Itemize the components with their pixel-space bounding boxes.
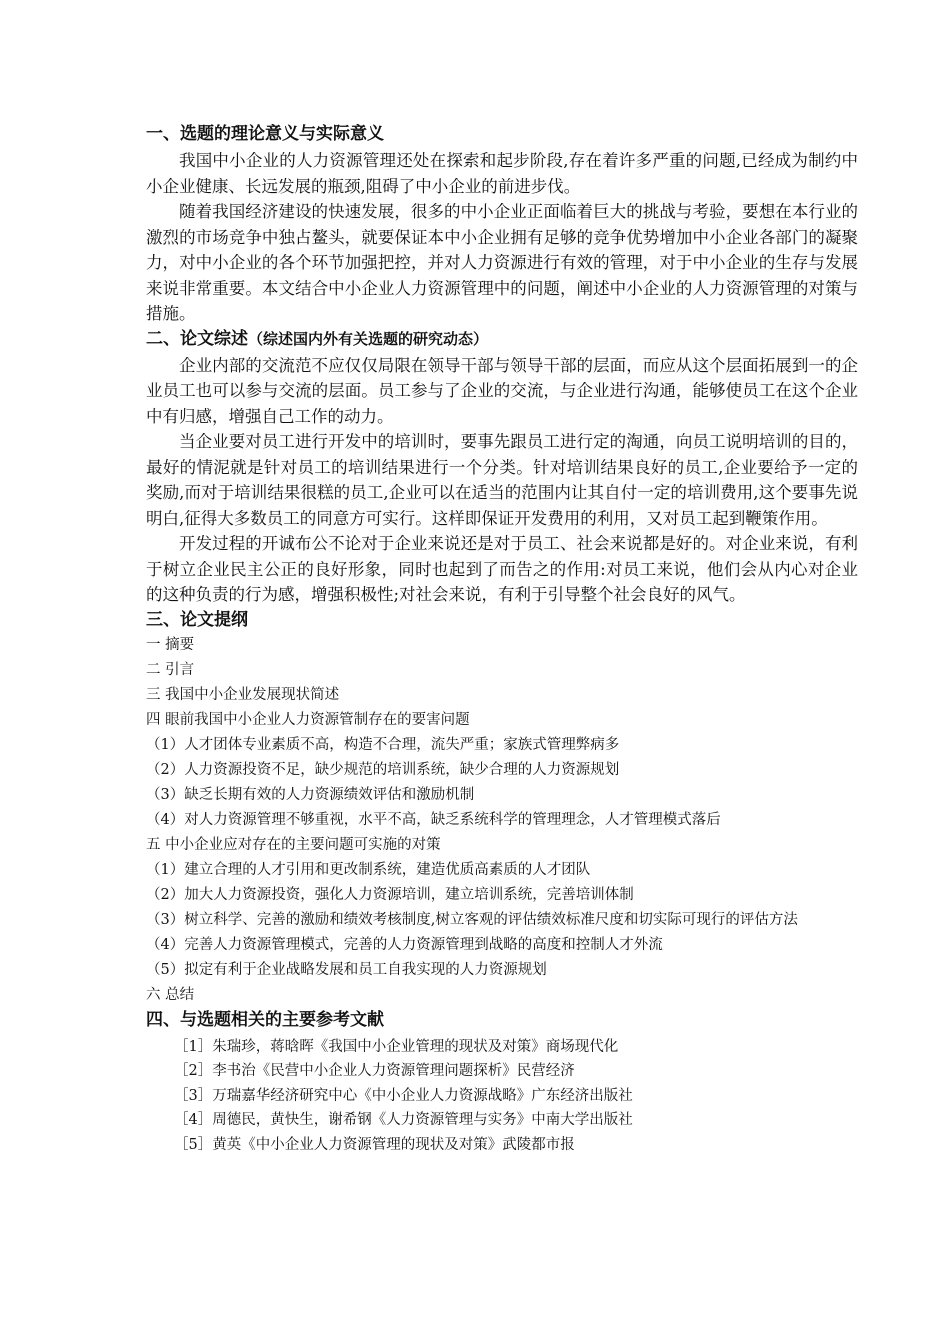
section-1-paragraph: 我国中小企业的人力资源管理还处在探索和起步阶段,存在着许多严重的问题,已经成为制约中小企业健康、长远发展的瓶颈,阻碍了中小企业的前进步伐。 — [146, 151, 858, 196]
section-4-heading: 四、与选题相关的主要参考文献 — [146, 1009, 384, 1030]
reference-item: ［3］万瑞嘉华经济研究中心《中小企业人力资源战略》广东经济出版社 — [174, 1087, 633, 1104]
document-page — [146, 122, 858, 1157]
section-2-heading-main: 二、论文综述 — [146, 328, 248, 349]
reference-list — [146, 1035, 858, 1158]
outline-line: 四 眼前我国中小企业人力资源管制存在的要害问题 — [146, 711, 470, 728]
section-1-paragraph: 随着我国经济建设的快速发展，很多的中小企业正面临着巨大的挑战与考验，要想在本行业的激烈的市场竞争中独占鳌头，就要保证本中小企业拥有足够的竞争优势增加中小企业各部门的凝聚力，对中小企业的各个环节加强把控，并对人力资源进行有效的管理，对于中小企业的生存与发展来说非常重要。本文结合中小企业人力资源管理中的问题，阐述中小企业的人力资源管理的对策与措施。 — [146, 202, 858, 323]
section-3-heading: 三、论文提纲 — [146, 609, 248, 630]
section-2-paragraph: 企业内部的交流范不应仅仅局限在领导干部与领导干部的层面，而应从这个层面拓展到一的企业员工也可以参与交流的层面。员工参与了企业的交流，与企业进行沟通，能够使员工在这个企业中有归感，增强自己工作的动力。 — [146, 355, 858, 426]
outline-line: （5）拟定有利于企业战略发展和员工自我实现的人力资源规划 — [146, 961, 547, 978]
section-2-heading — [146, 327, 858, 352]
outline-line: 二 引言 — [146, 661, 195, 678]
reference-item: ［4］周德民，黄快生，谢希钢《人力资源管理与实务》中南大学出版社 — [174, 1112, 633, 1128]
outline-line: 一 摘要 — [146, 636, 195, 653]
reference-item: ［2］李书治《民营中小企业人力资源管理问题探析》民营经济 — [174, 1063, 575, 1079]
outline-line: （1）建立合理的人才引用和更改制系统，建造优质高素质的人才团队 — [146, 861, 591, 878]
outline-line: （4）完善人力资源管理模式，完善的人力资源管理到战略的高度和控制人才外流 — [146, 936, 663, 953]
outline-line: 三 我国中小企业发展现状简述 — [146, 686, 340, 703]
section-2-paragraph: 当企业要对员工进行开发中的培训时，要事先跟员工进行定的淘通，向员工说明培训的目的，最好的情泥就是针对员工的培训结果进行一个分类。针对培训结果良好的员工,企业要给予一定的奖励,而对于培训结果很糕的员工,企业可以在适当的范围内让其自付一定的培训费用,这个要事先说明白,征得大多数员工的同意方可实行。这样即保证开发费用的利用，又对员工起到鞭策作用。 — [146, 432, 858, 528]
outline-line: 六 总结 — [146, 986, 195, 1003]
outline-line: （2）加大人力资源投资，强化人力资源培训，建立培训系统，完善培训体制 — [146, 886, 634, 903]
outline-line: （2）人力资源投资不足，缺少规范的培训系统，缺少合理的人力资源规划 — [146, 761, 620, 778]
section-2-paragraph: 开发过程的开诚布公不论对于企业来说还是对于员工、社会来说都是好的。对企业来说，有利于树立企业民主公正的良好形象，同时也起到了而告之的作用:对员工来说，他们会从内心对企业的这种负责的行为感，增强积极性;对社会来说，有利于引导整个社会良好的风气。 — [146, 534, 858, 604]
outline-line: 五 中小企业应对存在的主要问题可实施的对策 — [146, 836, 441, 853]
reference-item: ［1］朱瑞珍，蒋晗晖《我国中小企业管理的现状及对策》商场现代化 — [174, 1038, 619, 1055]
section-1-heading: 一、选题的理论意义与实际意义 — [146, 124, 384, 144]
reference-item: ［5］黄英《中小企业人力资源管理的现状及对策》武陵都市报 — [174, 1136, 575, 1153]
outline-line: （1）人才团体专业素质不高，构造不合理，流失严重；家族式管理弊病多 — [146, 736, 620, 753]
outline-line: （3）缺乏长期有效的人力资源绩效评估和激励机制 — [146, 786, 475, 803]
outline-line: （3）树立科学、完善的激励和绩效考核制度,树立客观的评估绩效标准尺度和切实际可现行的评估方法 — [146, 911, 798, 928]
section-2-heading-sub: （综述国内外有关选题的研究动态） — [248, 329, 489, 348]
outline-line: （4）对人力资源管理不够重视，水平不高，缺乏系统科学的管理理念，人才管理模式落后 — [146, 811, 721, 828]
